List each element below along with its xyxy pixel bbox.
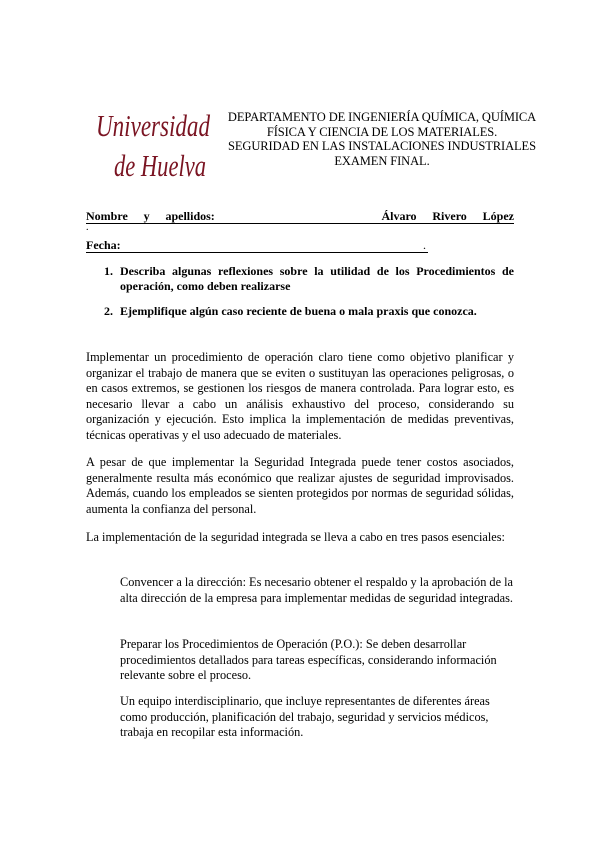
answer-paragraph-2: A pesar de que implementar la Seguridad Integrada puede tener costos asociados, generalmente resulta más económico que realizar ajustes de seguridad improvisados. Además, cuando los empleados se sienten protegidos por normas de seguridad sólidas, aumenta la confianza del personal. — [86, 455, 514, 516]
name-label-word-1: Nombre — [86, 209, 128, 223]
exam-questions — [104, 264, 514, 330]
question-item — [104, 264, 514, 293]
logo-line-2: de Huelva — [114, 148, 206, 183]
answer-paragraph-3: La implementación de la seguridad integrada se lleva a cabo en tres pasos esenciales: — [86, 530, 505, 544]
header-exam-title: EXAMEN FINAL. — [334, 153, 430, 168]
name-value-surname-1: Rivero — [432, 209, 467, 223]
question-text: Ejemplifique algún caso reciente de buena o mala praxis que conozca. — [120, 304, 477, 318]
answer-step-2: Preparar los Procedimientos de Operación (P.O.): Se deben desarrollar procedimientos detallados para tareas específicas, considerando información relevante sobre el proceso. — [120, 637, 497, 682]
question-item — [104, 304, 514, 319]
answer-step-1: Convencer a la dirección: Es necesario obtener el respaldo y la aprobación de la alta dirección de la empresa para implementar medidas de seguridad integradas. — [120, 575, 513, 605]
name-label-word-2: y — [143, 209, 150, 223]
name-field-trailing-dot: . — [86, 222, 89, 233]
question-text: Describa algunas reflexiones sobre la utilidad de los Procedimientos de operación, como deben realizarse — [120, 264, 514, 293]
name-field — [86, 209, 514, 224]
header-department-line-1: DEPARTAMENTO DE INGENIERÍA QUÍMICA, QUÍMICA — [227, 110, 537, 124]
logo-line-1: Universidad — [96, 108, 211, 143]
header-course-title: SEGURIDAD EN LAS INSTALACIONES INDUSTRIALES — [228, 139, 536, 153]
header-department-line-2: FÍSICA Y CIENCIA DE LOS MATERIALES. — [266, 124, 498, 139]
document-header — [222, 110, 542, 168]
date-field — [86, 238, 428, 253]
date-field-trailing-dot: . — [423, 238, 426, 252]
university-logo-icon — [94, 98, 212, 182]
name-value-surname-2: López — [482, 209, 514, 223]
university-logo — [94, 98, 212, 182]
answer-paragraph-1: Implementar un procedimiento de operación claro tiene como objetivo planificar y organizar el trabajo de manera que se eviten o sustituyan las operaciones peligrosas, o en casos extremos, se gestionen los riesgos de manera controlada. Para lograr esto, es necesario llevar a cabo un análisis exhaustivo del proceso, considerando su organización y ejecución. Esto implica la implementación de medidas preventivas, técnicas operativas y el uso adecuado de materiales. — [86, 350, 514, 442]
date-label: Fecha: — [86, 238, 121, 252]
name-label-word-3: apellidos: — [165, 209, 215, 223]
name-field-gap — [231, 209, 366, 223]
question-number: 1. — [104, 264, 113, 278]
answer-step-3: Un equipo interdisciplinario, que incluye representantes de diferentes áreas como producción, planificación del trabajo, seguridad y servicios médicos, trabaja en recopilar esta información. — [120, 694, 490, 739]
question-number: 2. — [104, 304, 113, 318]
name-value-first: Álvaro — [381, 209, 417, 223]
